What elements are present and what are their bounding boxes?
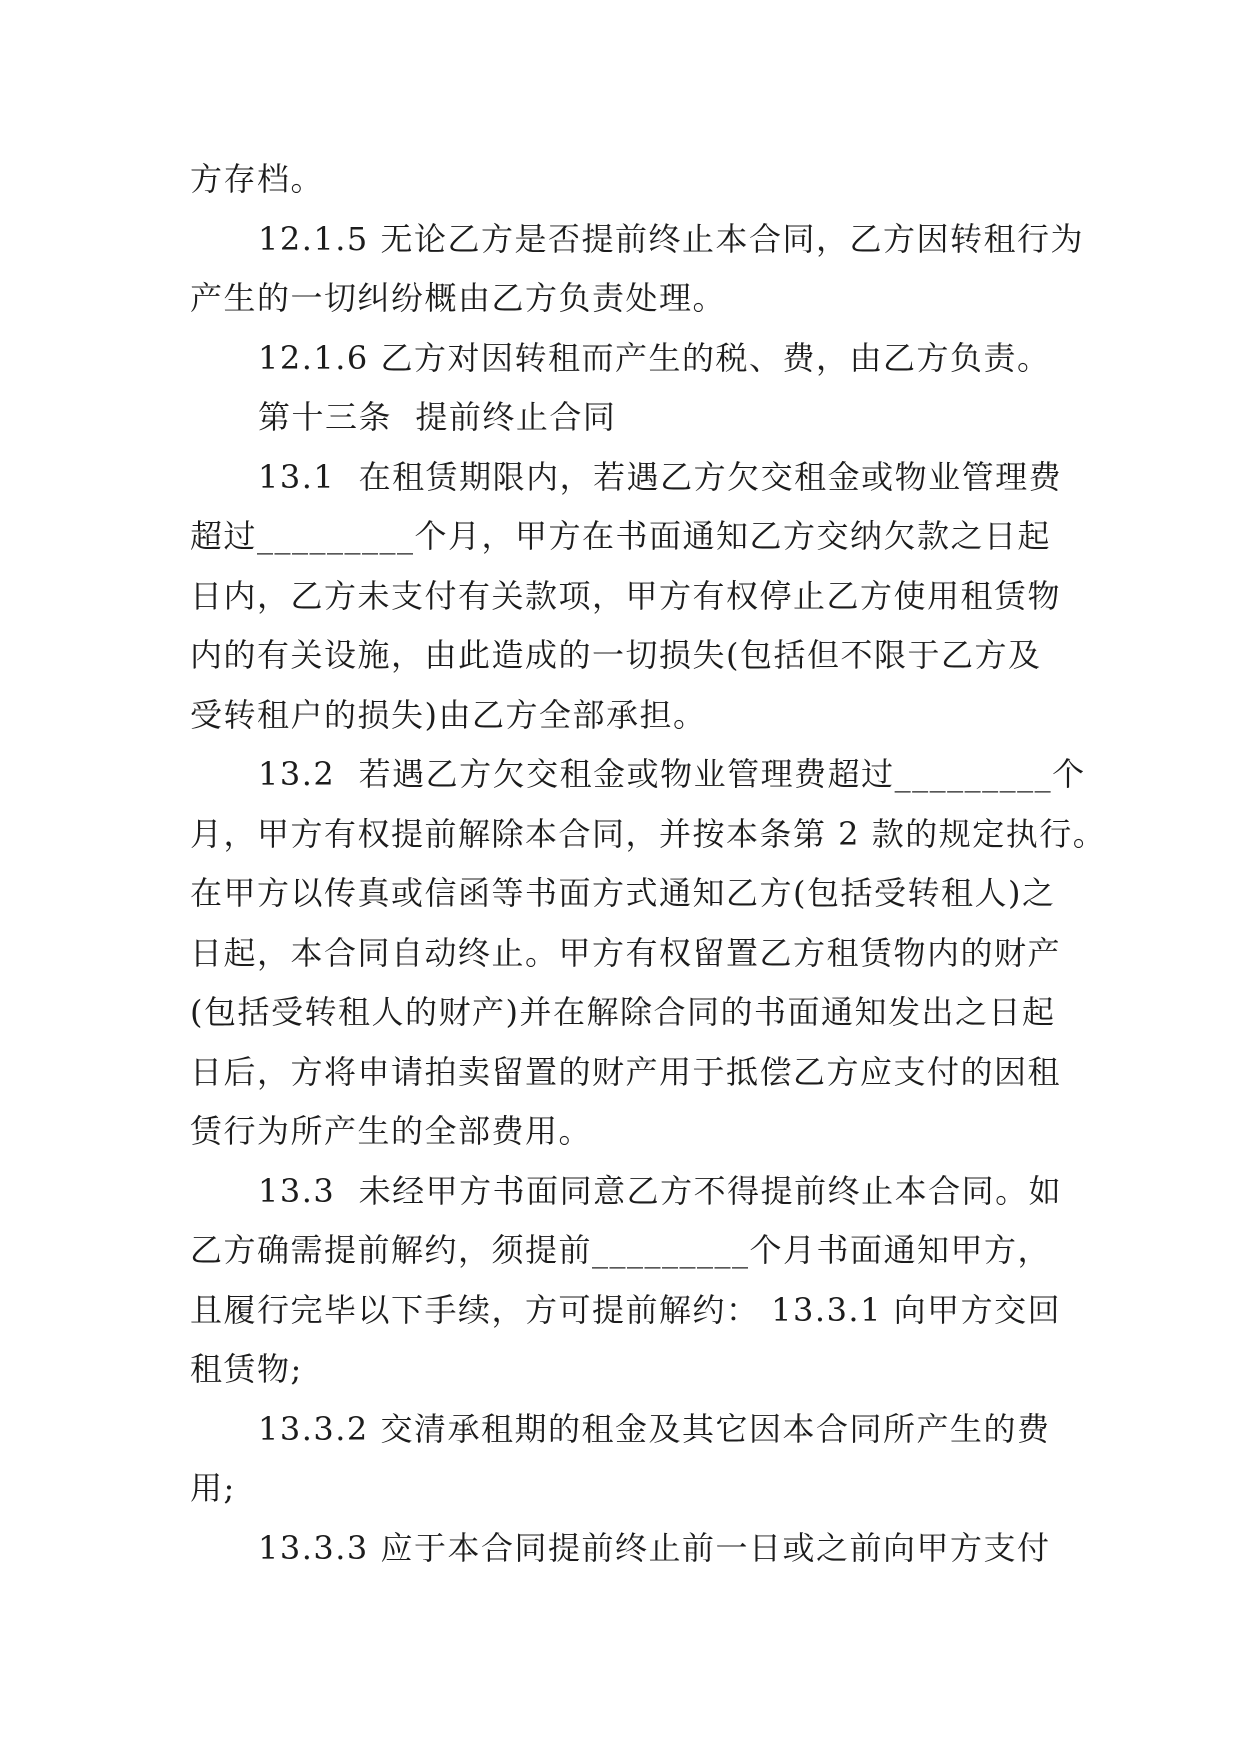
text-line: 13.3.3 应于本合同提前终止前一日或之前向甲方支付 <box>258 1528 1051 1567</box>
text-line: 超过_________个月，甲方在书面通知乙方交纳欠款之日起 <box>190 517 1052 555</box>
text-line: 在甲方以传真或信函等书面方式通知乙方(包括受转租人)之 <box>190 874 1056 912</box>
text-line: 方存档。 <box>190 160 325 198</box>
document-page <box>190 150 1107 1578</box>
text-line: 日起，本合同自动终止。甲方有权留置乙方租赁物内的财产 <box>190 933 1062 972</box>
text-line: 用; <box>190 1469 236 1507</box>
text-line: 月，甲方有权提前解除本合同，并按本条第 2 款的规定执行。 <box>190 814 1107 853</box>
text-line: 乙方确需提前解约，须提前_________个月书面通知甲方， <box>190 1231 1052 1269</box>
text-line: 赁行为所产生的全部费用。 <box>190 1112 593 1150</box>
text-line: 13.3 未经甲方书面同意乙方不得提前终止本合同。如 <box>258 1171 1063 1210</box>
text-line: 内的有关设施，由此造成的一切损失(包括但不限于乙方及 <box>190 636 1042 674</box>
text-line: 日内，乙方未支付有关款项，甲方有权停止乙方使用租赁物 <box>190 576 1062 615</box>
text-line: 13.2 若遇乙方欠交租金或物业管理费超过_________个 <box>258 755 1086 793</box>
text-line: 13.1 在租赁期限内，若遇乙方欠交租金或物业管理费 <box>258 457 1063 496</box>
text-line: 13.3.2 交清承租期的租金及其它因本合同所产生的费 <box>258 1409 1051 1448</box>
text-line: 且履行完毕以下手续，方可提前解约： 13.3.1 向甲方交回 <box>190 1290 1062 1329</box>
text-line: (包括受转租人的财产)并在解除合同的书面通知发出之日起 <box>190 993 1056 1031</box>
text-line: 12.1.5 无论乙方是否提前终止本合同，乙方因转租行为 <box>258 219 1084 258</box>
text-line: 产生的一切纠纷概由乙方负责处理。 <box>190 279 727 317</box>
text-line: 12.1.6 乙方对因转租而产生的税、费，由乙方负责。 <box>258 338 1051 377</box>
text-line: 日后，方将申请拍卖留置的财产用于抵偿乙方应支付的因租 <box>190 1052 1062 1091</box>
section-heading: 第十三条 提前终止合同 <box>258 398 617 436</box>
text-line: 租赁物; <box>190 1350 303 1388</box>
text-line: 受转租户的损失)由乙方全部承担。 <box>190 695 707 734</box>
